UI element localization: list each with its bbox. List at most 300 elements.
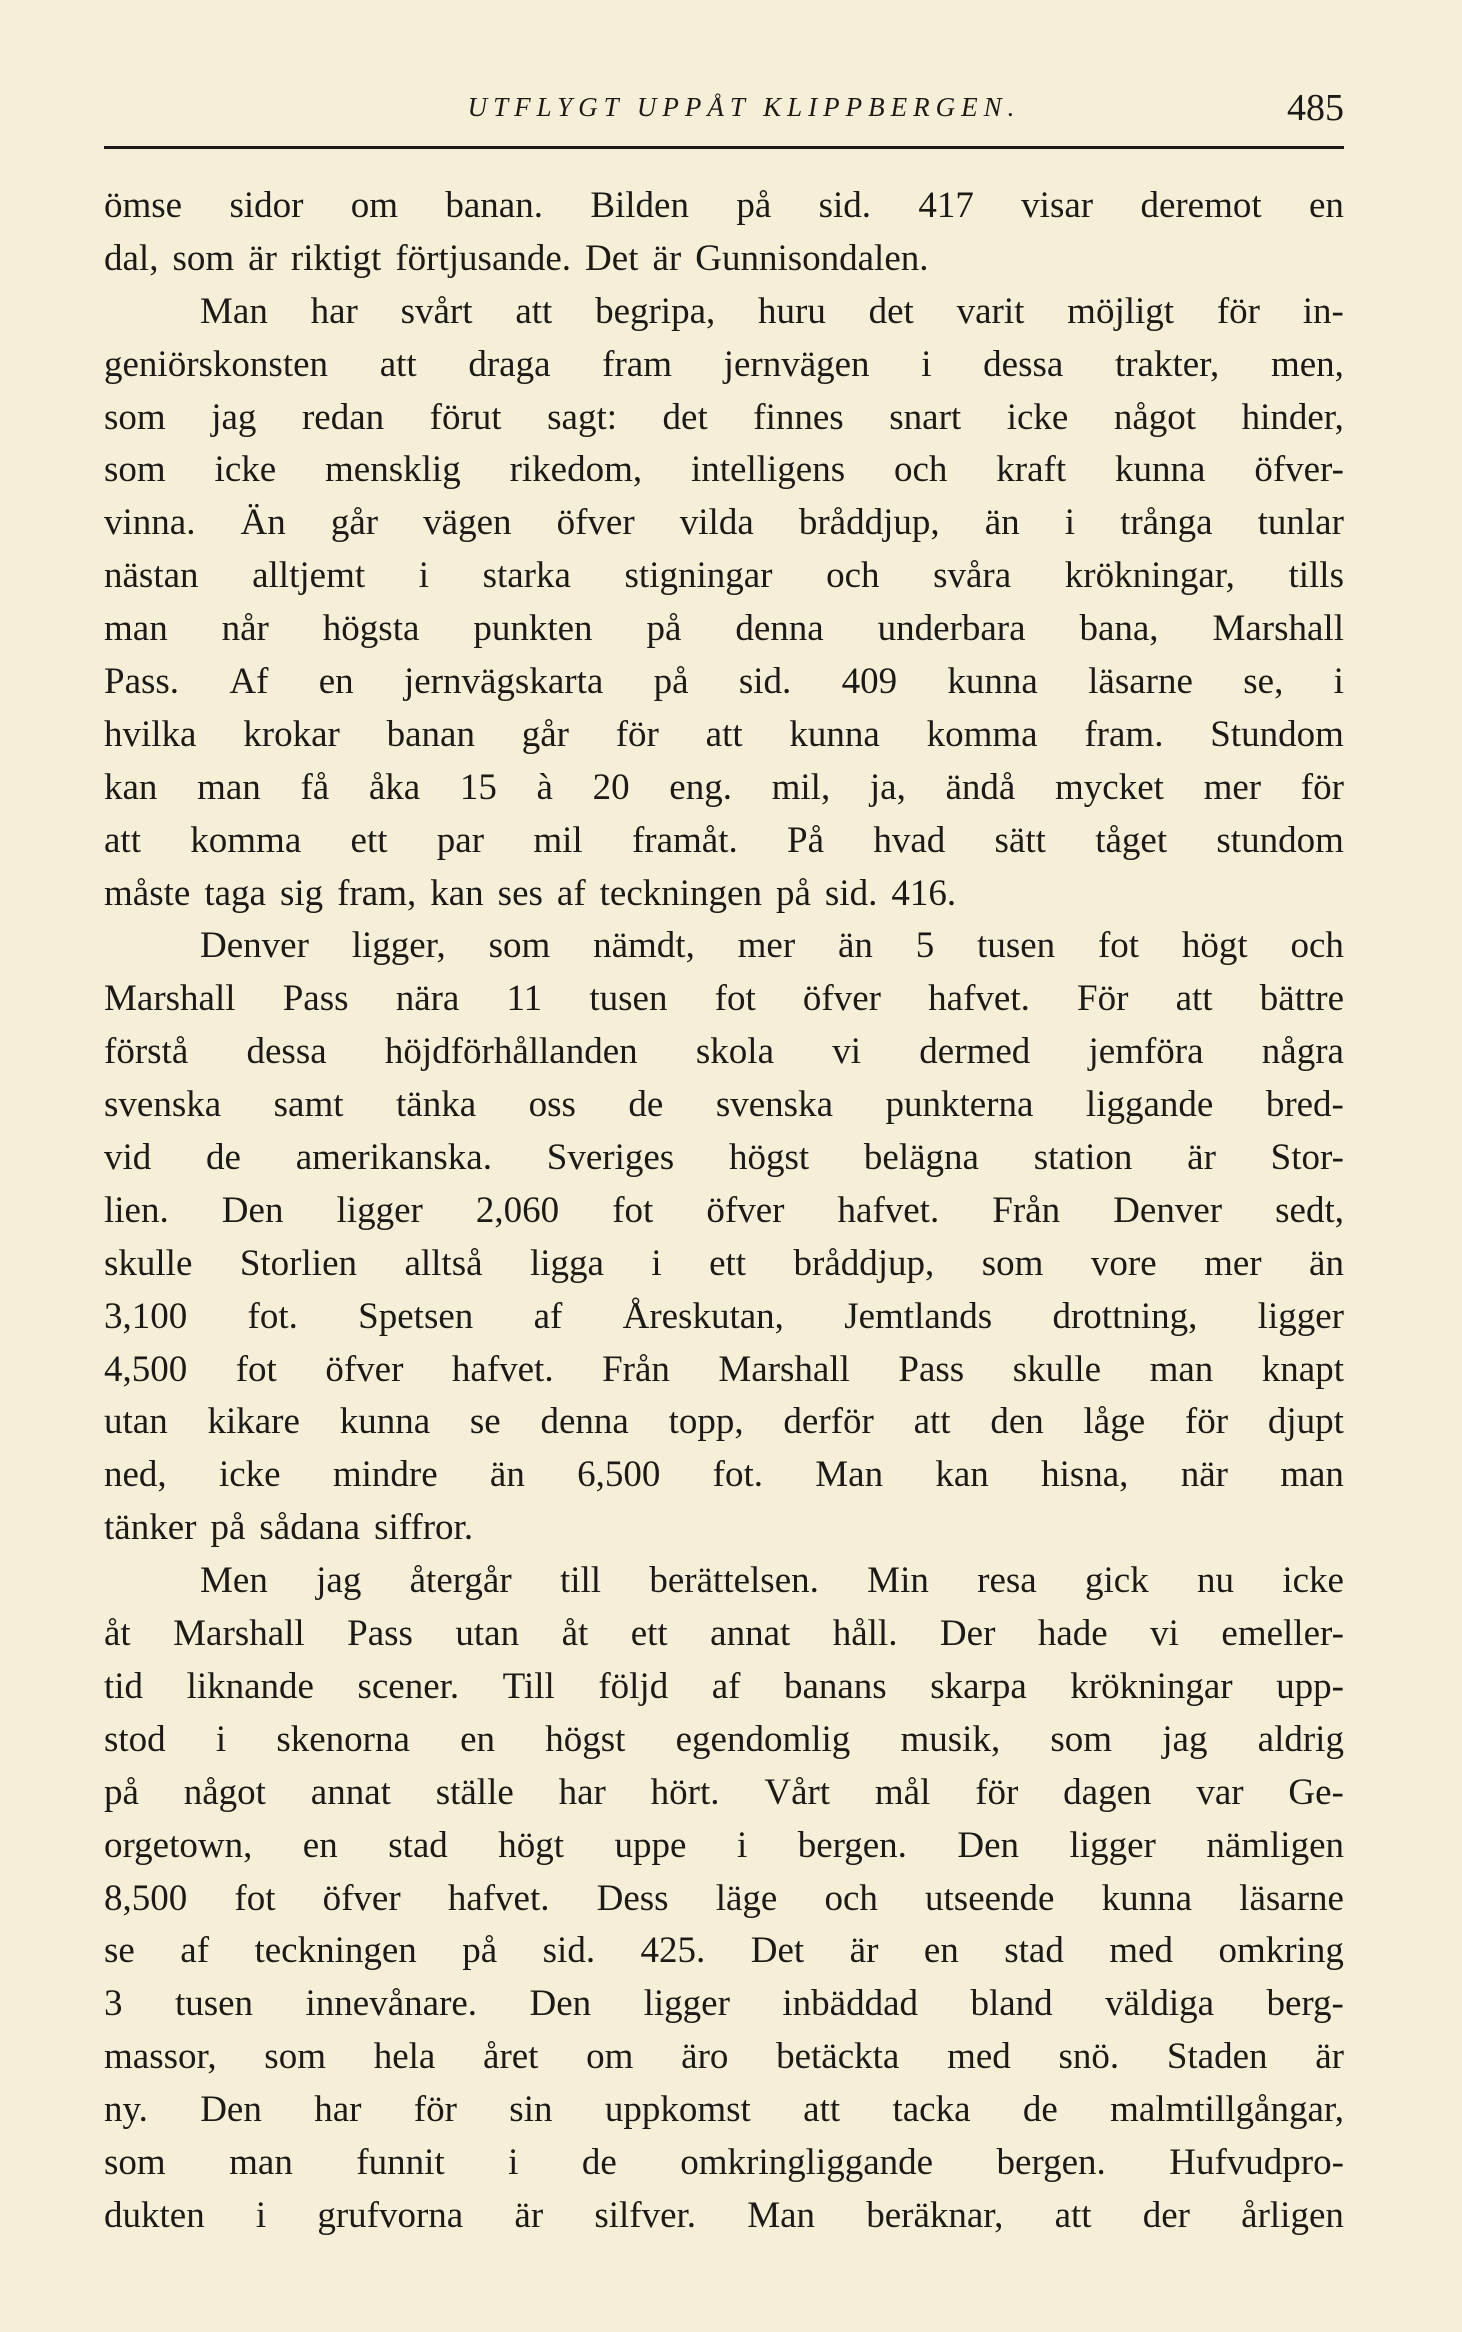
text-line [104,1449,1344,1502]
word: vilda [679,502,754,544]
word: dal, [104,237,159,279]
word: betäckta [776,2036,900,2078]
word: denna [540,1401,629,1443]
word: jemföra [1088,1031,1204,1073]
word: mil, [771,766,831,808]
text-line [104,709,1344,762]
word: och [894,449,948,491]
word: deremot [1140,185,1262,226]
word: nu [1197,1560,1235,1602]
word: Det [585,237,639,279]
word: Marshall [104,978,236,1020]
word: Den [221,1189,284,1231]
word: att [379,343,417,385]
word: ned, [104,1454,167,1496]
word: läsarne [1239,1877,1344,1919]
text-line [104,1132,1344,1185]
text-line [104,2084,1344,2137]
word: sid. [824,872,878,914]
word: är [1187,1137,1216,1179]
word: bland [970,1983,1053,2025]
word: vid [104,1137,152,1179]
word: svåra [933,555,1012,597]
word: knapt [1261,1348,1344,1390]
word: till [559,1560,602,1602]
word: ligger [1257,1295,1344,1337]
word: 5 [915,925,935,967]
text-line [104,233,1344,286]
word: har [310,290,358,332]
word: går [521,713,569,755]
word: 20 [592,766,630,808]
word: som [488,925,551,967]
word: ligga [529,1242,604,1284]
word: Vårt [764,1771,831,1813]
word: snö. [1058,2036,1120,2078]
word: hela [373,2036,436,2078]
word: fot. [247,1295,298,1337]
word: bergen. [797,1824,907,1866]
page-header [104,88,1344,138]
word: med [1109,1930,1173,1972]
text-line [104,1291,1344,1344]
word: sin [509,2089,553,2131]
word: på [462,1930,498,1972]
word: Bilden [590,185,689,226]
text-line [104,1396,1344,1449]
word: om [586,2036,634,2078]
word: som [104,2141,166,2183]
word: att [913,1401,951,1443]
word: sid. [542,1930,596,1972]
word: rikedom, [509,449,643,491]
word: högst [728,1137,810,1179]
text-line [104,497,1344,550]
word: att [705,713,743,755]
word: för [1300,766,1344,808]
text-line [104,392,1344,445]
word: hafvet. [837,1189,940,1231]
word: krokar [243,713,340,755]
word: bred- [1265,1084,1344,1126]
word: Sveriges [546,1137,675,1179]
word: kikare [207,1401,300,1443]
word: i [1333,661,1344,703]
word: sådana [259,1507,361,1549]
word: utan [104,1401,168,1443]
word: fram, [337,872,417,914]
word: kunna [789,713,880,755]
text-line [104,1820,1344,1873]
word: tusen [977,925,1056,967]
word: denna [735,608,824,650]
word: mindre [332,1454,438,1496]
word: skola [695,1031,775,1073]
word: vi [1150,1613,1179,1655]
word: taga [204,872,266,914]
word: sid. [818,185,872,226]
word: sid. [738,661,792,703]
page-number: 485 [1287,87,1344,129]
text-line [104,2190,1344,2243]
word: resa [977,1560,1037,1602]
word: de [1022,2089,1058,2131]
word: omkringliggande [680,2141,934,2183]
word: Storlien [239,1242,357,1284]
word: underbara [877,608,1026,650]
text-line [104,1925,1344,1978]
word: tacka [892,2089,971,2131]
word: banans [783,1665,887,1707]
word: som [172,237,235,279]
word: Men [200,1560,268,1602]
word: 3,100 [104,1295,188,1337]
word: att [803,2089,841,2131]
word: når [221,608,269,650]
word: kraft [996,449,1067,491]
word: högst [545,1718,626,1760]
word: att [515,290,553,332]
word: geniörskonsten [104,343,329,385]
word: tusen [589,978,668,1020]
text-line [104,1714,1344,1767]
word: icke [1006,396,1069,438]
word: ett [350,819,388,861]
word: en [923,1930,959,1972]
word: för [413,2089,457,2131]
word: vägen [423,502,512,544]
word: kunna [1115,449,1206,491]
word: Denver [1113,1189,1223,1231]
word: Staden [1166,2036,1268,2078]
word: i [255,2194,267,2236]
word: topp, [668,1401,744,1443]
word: mer [1204,1242,1262,1284]
word: fram [602,343,673,385]
word: svenska [104,1084,222,1126]
word: siffror. [374,1507,474,1549]
word: sidor [229,185,304,226]
word: har [558,1771,606,1813]
word: fram. [1084,713,1164,755]
word: i [1064,502,1075,544]
text-line [104,180,1344,233]
word: omkring [1218,1930,1344,1972]
word: fot [1097,925,1140,967]
word: sig [279,872,324,914]
word: det [868,290,914,332]
word: punkterna [885,1084,1034,1126]
word: sagt: [547,396,618,438]
word: Den [957,1824,1020,1866]
word: dessa [246,1031,327,1073]
word: annat [310,1771,391,1813]
word: ett [630,1613,668,1655]
word: väldiga [1105,1983,1215,2025]
word: Än [240,502,286,544]
text-line [104,286,1344,339]
word: teckningen [254,1930,417,1972]
text-line [104,2137,1344,2190]
word: är [849,1930,879,1972]
word: musik, [900,1718,1001,1760]
word: Pass [347,1613,413,1655]
word: de [581,2141,617,2183]
word: bättre [1259,978,1344,1020]
word: 6,500 [577,1454,661,1496]
word: icke [214,449,277,491]
word: med [947,2036,1011,2078]
word: Gunnisondalen. [695,237,929,279]
word: när [1180,1454,1228,1496]
word: snart [889,396,962,438]
word: en [302,1824,338,1866]
word: annat [710,1613,791,1655]
word: Marshall [718,1348,850,1390]
word: mer [1203,766,1262,808]
word: se, [1243,661,1284,703]
word: svenska [715,1084,833,1126]
word: att [104,819,141,861]
word: Spetsen [358,1295,474,1337]
word: begripa, [595,290,716,332]
word: öfver- [1254,449,1344,491]
word: är [514,2194,544,2236]
word: nämligen [1206,1824,1344,1866]
word: kan [935,1454,989,1496]
word: ändå [945,766,1016,808]
word: se [469,1401,501,1443]
word: derför [783,1401,874,1443]
word: silfver. [594,2194,697,2236]
word: Marshall [1212,608,1344,650]
word: fot [234,1877,276,1919]
word: tåget [1095,819,1168,861]
word: liggande [1085,1084,1214,1126]
word: Man [200,290,268,332]
word: utseende [925,1877,1055,1919]
word: redan [301,396,385,438]
text-line [104,656,1344,709]
word: Min [867,1560,929,1602]
word: några [1261,1031,1344,1073]
word: dessa [983,343,1064,385]
word: för [1216,290,1260,332]
word: På [787,819,825,861]
word: förtjusande. [395,237,572,279]
word: drottning, [1052,1295,1198,1337]
word: scener. [357,1665,460,1707]
word: högt [1181,925,1248,967]
word: par [436,819,485,861]
word: ligger, [351,925,446,967]
word: man [229,2141,293,2183]
word: hafvet. [928,978,1030,1020]
word: äro [681,2036,729,2078]
word: sätt [994,819,1046,861]
word: åt [561,1613,589,1655]
word: krökningar, [1064,555,1235,597]
word: djupt [1267,1401,1344,1443]
word: högt [498,1824,565,1866]
word: hafvet. [447,1877,550,1919]
word: berättelsen. [649,1560,819,1602]
word: 417 [918,185,974,226]
word: mensklig [325,449,461,491]
word: de [206,1137,241,1179]
word: egendomlig [675,1718,851,1760]
text-line [104,868,1344,921]
word: finnes [753,396,844,438]
word: upp- [1276,1665,1344,1707]
word: amerikanska. [295,1137,492,1179]
word: än [984,502,1020,544]
word: har [314,2089,362,2131]
word: Pass [282,978,349,1020]
word: men, [1270,343,1344,385]
word: trakter, [1114,343,1220,385]
word: komma [926,713,1038,755]
word: en [460,1718,496,1760]
word: dermed [919,1031,1031,1073]
text-line [104,339,1344,392]
word: kunna [947,661,1038,703]
word: året [483,2036,539,2078]
word: förut [429,396,502,438]
word: eng. [669,766,732,808]
word: bana, [1079,608,1159,650]
word: något [1113,396,1197,438]
text-line [104,444,1344,497]
word: Pass [898,1348,965,1390]
word: årligen [1241,2194,1344,2236]
text-line [104,1978,1344,2031]
word: 416. [891,872,957,914]
word: hinder, [1241,396,1344,438]
word: funnit [356,2141,445,2183]
word: i [215,1718,227,1760]
word: inbäddad [782,1983,919,2025]
word: jernvägskarta [403,661,604,703]
word: högsta [322,608,420,650]
word: hört. [650,1771,720,1813]
word: som [981,1242,1044,1284]
word: går [330,502,379,544]
word: var [1196,1771,1244,1813]
word: berg- [1266,1983,1344,2025]
word: och [1290,925,1344,967]
word: vore [1090,1242,1157,1284]
word: hade [1037,1613,1108,1655]
word: samt [273,1084,344,1126]
word: kan [430,872,484,914]
word: ny. [104,2089,148,2131]
word: vinna. [104,502,196,544]
word: Åreskutan, [622,1295,784,1337]
word: Man [815,1454,884,1496]
word: stad [1004,1930,1064,1972]
word: man [104,608,168,650]
word: hisna, [1041,1454,1129,1496]
word: öfver [706,1189,785,1231]
text-line [104,1555,1344,1608]
word: åt [104,1613,131,1655]
word: jag [316,1560,362,1602]
text-line [104,1661,1344,1714]
word: Denver [200,925,309,967]
body-text [104,180,1344,2243]
word: en [1309,185,1344,226]
word: att [1175,978,1213,1020]
text-line [104,2031,1344,2084]
text-line [104,1079,1344,1132]
word: belägna [863,1137,979,1179]
word: mycket [1055,766,1164,808]
word: svårt [400,290,473,332]
word: på [736,185,772,226]
word: uppkomst [604,2089,751,2131]
word: vi [832,1031,862,1073]
word: Jemtlands [844,1295,993,1337]
word: i [651,1242,662,1284]
word: möjligt [1067,290,1175,332]
word: ja, [869,766,906,808]
word: uppe [614,1824,687,1866]
word: innevånare. [305,1983,478,2025]
word: ömse [104,185,183,226]
word: i [736,1824,748,1866]
word: tid [104,1665,144,1707]
word: Den [529,1983,592,2025]
word: hvilka [104,713,197,755]
text-line [104,762,1344,815]
word: trånga [1120,502,1213,544]
word: Der [939,1613,996,1655]
word: för [615,713,659,755]
word: tänka [396,1084,477,1126]
word: man [197,766,261,808]
word: 11 [506,978,543,1020]
word: Det [750,1930,805,1972]
word: För [1077,978,1129,1020]
word: än [489,1454,525,1496]
word: än [1309,1242,1344,1284]
word: stundom [1216,819,1344,861]
word: i [921,343,932,385]
word: mål [874,1771,931,1813]
word: fot [235,1348,277,1390]
word: Pass. [104,661,180,703]
word: är [652,237,682,279]
word: för [1184,1401,1229,1443]
word: det [662,396,708,438]
word: orgetown, [104,1824,253,1866]
word: tusen [174,1983,254,2025]
word: bråddjup, [798,502,940,544]
text-line [104,1873,1344,1926]
word: ligger [1069,1824,1156,1866]
word: beräknar, [866,2194,1004,2236]
word: få [300,766,330,808]
word: in- [1302,290,1344,332]
word: skarpa [930,1665,1027,1707]
word: Ge- [1288,1771,1344,1813]
word: låge [1083,1401,1146,1443]
word: emeller- [1221,1613,1344,1655]
word: à [536,766,553,808]
word: på [104,1771,139,1813]
word: der [1142,2194,1190,2236]
